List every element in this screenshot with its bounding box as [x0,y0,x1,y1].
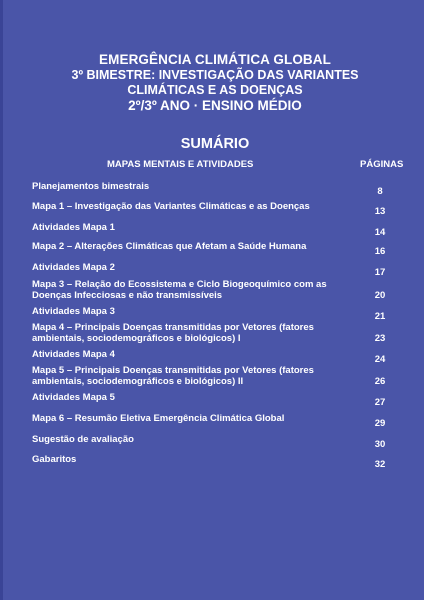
summary-entry-label[interactable]: Atividades Mapa 3 [32,306,115,317]
summary-column-header-pages: PÁGINAS [360,159,404,170]
summary-entry-label[interactable]: Sugestão de avaliação [32,434,134,445]
summary-entry-page: 14 [374,227,386,238]
summary-entry-page: 24 [374,354,386,365]
document-subtitle-line1: 3º BIMESTRE: INVESTIGAÇÃO DAS VARIANTES [71,68,359,82]
summary-entry-page: 20 [374,290,386,301]
document-year-line: 2º/3º ANO · ENSINO MÉDIO [128,98,302,113]
document-subtitle-line2: CLIMÁTICAS E AS DOENÇAS [127,83,303,97]
summary-entry-page: 13 [374,206,386,217]
summary-entry-page: 32 [374,459,386,470]
summary-entry-label[interactable]: Atividades Mapa 4 [32,349,115,360]
summary-entry-label[interactable]: Mapa 2 – Alterações Climáticas que Afetam a Saúde Humana [32,241,307,252]
summary-entry-page: 21 [374,311,386,322]
summary-entry-label[interactable]: Gabaritos [32,454,77,465]
summary-entry-label[interactable]: Atividades Mapa 1 [32,222,115,233]
summary-entry-page: 27 [374,397,386,408]
summary-entry-label[interactable]: Mapa 6 – Resumão Eletiva Emergência Climática Global [32,413,285,424]
summary-entry-label[interactable]: Planejamentos bimestrais [32,181,150,192]
summary-entry-label[interactable]: Mapa 1 – Investigação das Variantes Climáticas e as Doenças [32,201,310,212]
summary-entry-page: 29 [374,418,386,429]
document-title: EMERGÊNCIA CLIMÁTICA GLOBAL [99,52,331,67]
summary-heading: SUMÁRIO [180,136,250,152]
summary-entry-label[interactable]: Mapa 5 – Principais Doenças transmitidas por Vetores (fatores ambientais, sociodemográficos e biológicos) II [32,365,314,387]
summary-entry-label[interactable]: Mapa 3 – Relação do Ecossistema e Ciclo Biogeoquímico com as Doenças Infecciosas e não transmissíveis [32,279,327,301]
summary-entry-page: 23 [374,333,386,344]
summary-entry-page: 26 [374,376,386,387]
summary-entry-label[interactable]: Atividades Mapa 2 [32,262,115,273]
summary-entry-page: 17 [374,267,386,278]
summary-entry-label[interactable]: Mapa 4 – Principais Doenças transmitidas por Vetores (fatores ambientais, sociodemográficos e biológicos) I [32,322,314,344]
summary-entry-page: 16 [374,246,386,257]
summary-entry-label[interactable]: Atividades Mapa 5 [32,392,115,403]
summary-entry-page: 30 [374,439,386,450]
summary-entry-page: 8 [377,186,383,197]
summary-column-header-topics: MAPAS MENTAIS E ATIVIDADES [107,159,254,170]
